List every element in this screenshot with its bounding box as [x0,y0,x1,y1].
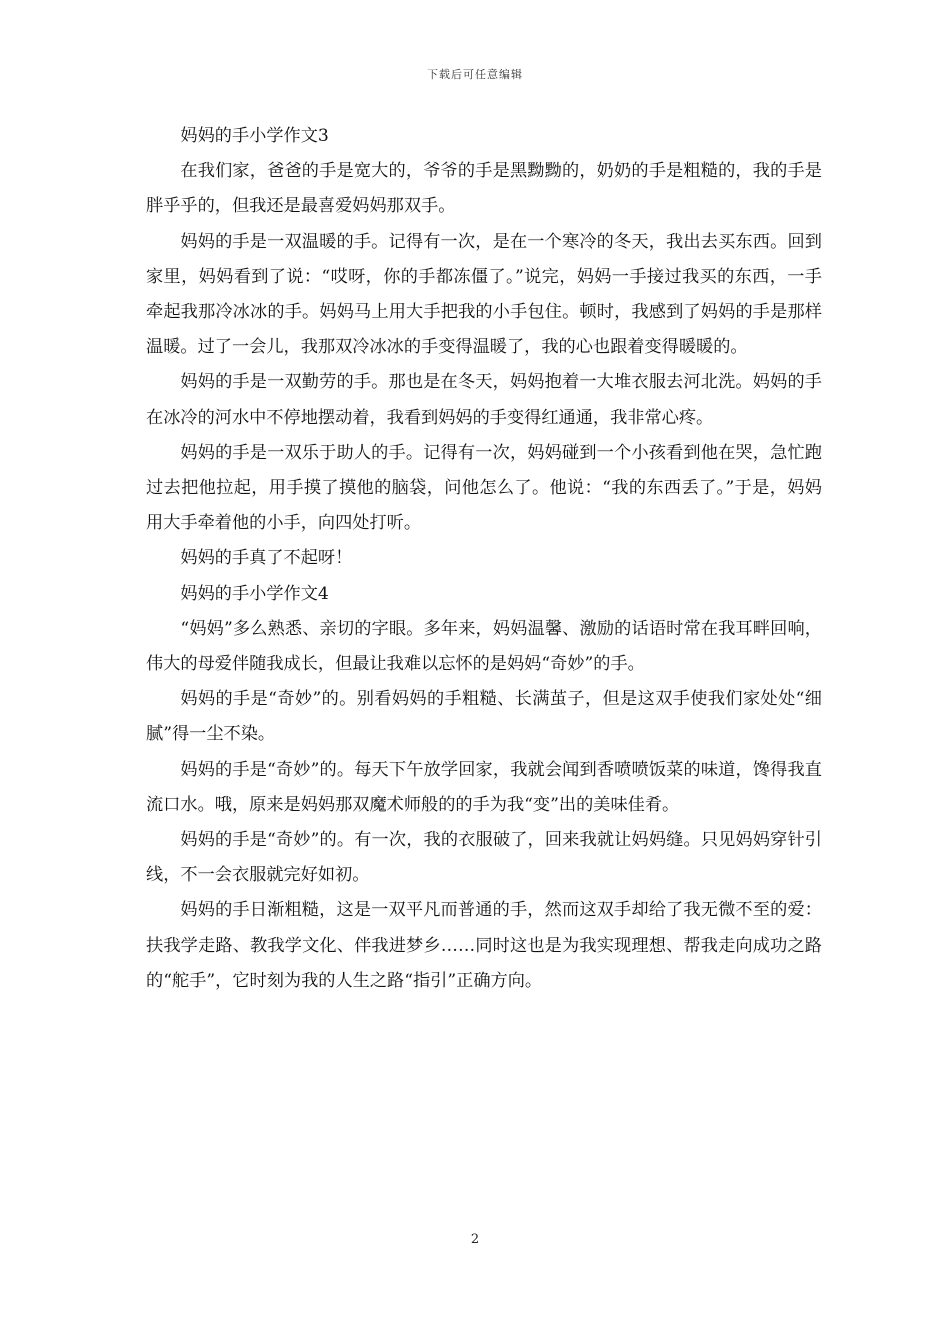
paragraph: 妈妈的手真了不起呀！ [180,548,353,569]
page-header: 下载后可任意编辑 [427,68,523,81]
page-number: 2 [470,1232,480,1247]
paragraph: 妈妈的手是“奇妙”的。有一次，我的衣服破了，回来我就让妈妈缝。只见妈妈穿针引线，不一会衣服就完好如初。 [146,830,822,886]
paragraph: 妈妈的手是一双温暖的手。记得有一次，是在一个寒冷的冬天，我出去买东西。回到家里，妈妈看到了说：“哎呀，你的手都冻僵了。”说完，妈妈一手接过我买的东西，一手牵起我那冷冰冰的手。妈妈马上用大手把我的小手包住。顿时，我感到了妈妈的手是那样温暖。过了一会儿，我那双冷冰冰的手变得温暖了，我的心也跟着变得暖暖的。 [146,231,822,358]
paragraph: 妈妈的手是一双乐于助人的手。记得有一次，妈妈碰到一个小孩看到他在哭，急忙跑过去把他拉起，用手摸了摸他的脑袋，问他怎么了。他说：“我的东西丢了。”于是，妈妈用大手牵着他的小手，向四处打听。 [146,442,822,534]
paragraph: 妈妈的手是一双勤劳的手。那也是在冬天，妈妈抱着一大堆衣服去河北洗。妈妈的手在冰冷的河水中不停地摆动着，我看到妈妈的手变得红通通，我非常心疼。 [146,372,822,428]
section-heading-4: 妈妈的手小学作文4 [180,583,329,604]
paragraph: 妈妈的手是“奇妙”的。别看妈妈的手粗糙、长满茧子，但是这双手使我们家处处“细腻”得一尘不染。 [146,689,822,745]
paragraph: 妈妈的手是“奇妙”的。每天下午放学回家，我就会闻到香喷喷饭菜的味道，馋得我直流口水。哦，原来是妈妈那双魔术师般的的手为我“变”出的美味佳肴。 [146,759,822,815]
paragraph: “妈妈”多么熟悉、亲切的字眼。多年来，妈妈温馨、激励的话语时常在我耳畔回响，伟大的母爱伴随我成长，但最让我难以忘怀的是妈妈“奇妙”的手。 [146,618,822,675]
paragraph: 妈妈的手日渐粗糙，这是一双平凡而普通的手，然而这双手却给了我无微不至的爱：扶我学走路、教我学文化、伴我进梦乡……同时这也是为我实现理想、帮我走向成功之路的“舵手”，它时刻为我的人生之路“指引”正确方向。 [146,900,822,991]
paragraph: 在我们家，爸爸的手是宽大的，爷爷的手是黑黝黝的，奶奶的手是粗糙的，我的手是胖乎乎的，但我还是最喜爱妈妈那双手。 [146,161,822,217]
section-heading-3: 妈妈的手小学作文3 [180,126,329,146]
document-body [146,119,822,999]
